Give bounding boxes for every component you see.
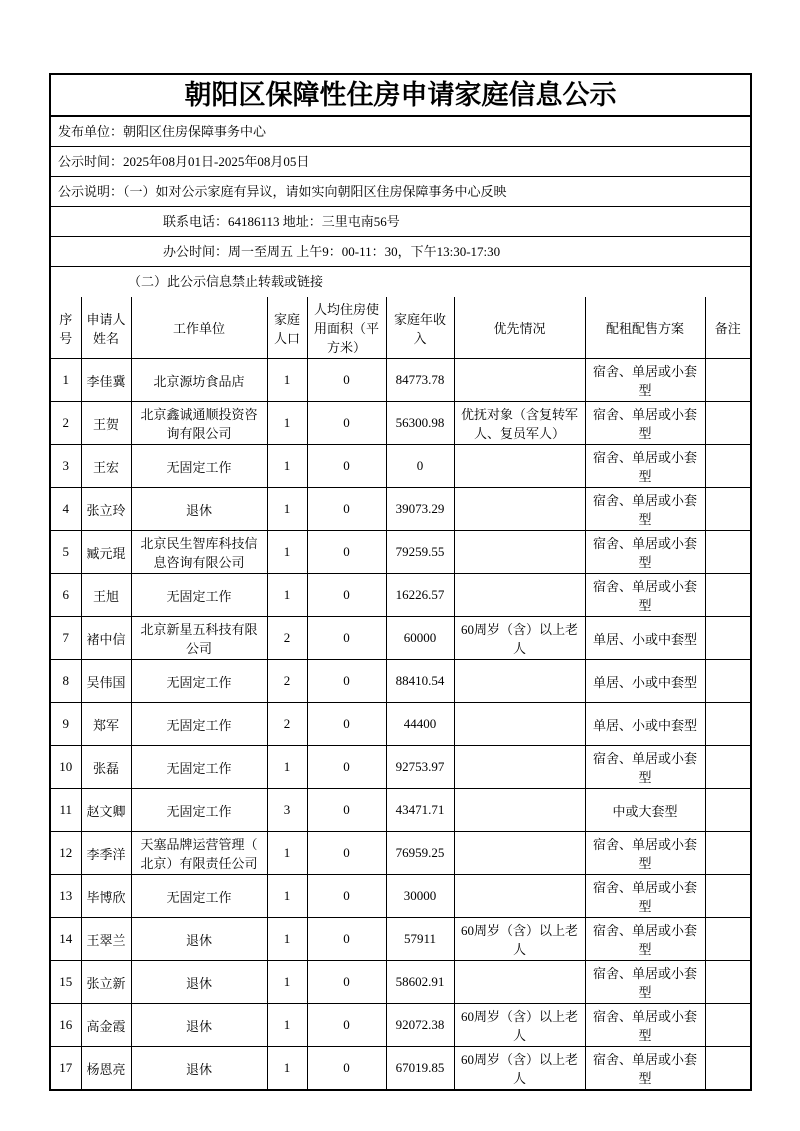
cell-area-per-capita: 0 — [307, 1047, 386, 1090]
cell-annual-income: 84773.78 — [386, 359, 454, 402]
cell-priority: 60周岁（含）以上老人 — [454, 617, 585, 660]
cell-area-per-capita: 0 — [307, 402, 386, 445]
cell-no: 16 — [51, 1004, 81, 1047]
cell-annual-income: 44400 — [386, 703, 454, 746]
cell-employer: 退休 — [131, 488, 267, 531]
table-row — [51, 445, 750, 488]
cell-household-size: 1 — [267, 531, 307, 574]
cell-priority — [454, 445, 585, 488]
table-row — [51, 574, 750, 617]
cell-remark — [705, 1004, 750, 1047]
cell-annual-income: 60000 — [386, 617, 454, 660]
cell-household-size: 1 — [267, 445, 307, 488]
cell-area-per-capita: 0 — [307, 488, 386, 531]
publicity-note2-row: （二）此公示信息禁止转载或链接 — [128, 274, 324, 289]
cell-area-per-capita: 0 — [307, 875, 386, 918]
cell-name: 张立玲 — [81, 488, 131, 531]
cell-name: 王宏 — [81, 445, 131, 488]
cell-name: 赵文卿 — [81, 789, 131, 832]
publicity-note1-row: 公示说明：（一）如对公示家庭有异议，请如实向朝阳区住房保障事务中心反映 — [51, 177, 750, 207]
cell-employer: 无固定工作 — [131, 660, 267, 703]
cell-annual-income: 30000 — [386, 875, 454, 918]
cell-allocation-plan: 宿舍、单居或小套型 — [585, 531, 705, 574]
cell-household-size: 1 — [267, 574, 307, 617]
cell-name: 王贺 — [81, 402, 131, 445]
cell-name: 毕博欣 — [81, 875, 131, 918]
cell-employer: 无固定工作 — [131, 703, 267, 746]
cell-remark — [705, 1047, 750, 1090]
cell-annual-income: 16226.57 — [386, 574, 454, 617]
cell-area-per-capita: 0 — [307, 359, 386, 402]
header-cell-area-per-capita: 人均住房使用面积（平方米） — [307, 297, 386, 359]
cell-allocation-plan: 宿舍、单居或小套型 — [585, 574, 705, 617]
cell-allocation-plan: 宿舍、单居或小套型 — [585, 961, 705, 1004]
cell-area-per-capita: 0 — [307, 531, 386, 574]
cell-remark — [705, 789, 750, 832]
cell-no: 17 — [51, 1047, 81, 1090]
cell-household-size: 2 — [267, 703, 307, 746]
cell-annual-income: 88410.54 — [386, 660, 454, 703]
cell-annual-income: 43471.71 — [386, 789, 454, 832]
cell-annual-income: 76959.25 — [386, 832, 454, 875]
cell-no: 8 — [51, 660, 81, 703]
cell-annual-income: 57911 — [386, 918, 454, 961]
cell-allocation-plan: 宿舍、单居或小套型 — [585, 918, 705, 961]
cell-household-size: 1 — [267, 918, 307, 961]
cell-allocation-plan: 宿舍、单居或小套型 — [585, 488, 705, 531]
cell-remark — [705, 961, 750, 1004]
cell-allocation-plan: 宿舍、单居或小套型 — [585, 402, 705, 445]
applicants-table — [51, 297, 750, 1089]
table-row — [51, 617, 750, 660]
table-row — [51, 703, 750, 746]
cell-household-size: 1 — [267, 1047, 307, 1090]
cell-employer: 无固定工作 — [131, 445, 267, 488]
cell-remark — [705, 918, 750, 961]
cell-employer: 天塞品牌运营管理（北京）有限责任公司 — [131, 832, 267, 875]
cell-name: 高金霞 — [81, 1004, 131, 1047]
cell-no: 5 — [51, 531, 81, 574]
cell-area-per-capita: 0 — [307, 574, 386, 617]
cell-employer: 退休 — [131, 918, 267, 961]
cell-area-per-capita: 0 — [307, 961, 386, 1004]
table-row — [51, 660, 750, 703]
cell-priority — [454, 488, 585, 531]
cell-allocation-plan: 宿舍、单居或小套型 — [585, 445, 705, 488]
cell-remark — [705, 488, 750, 531]
cell-remark — [705, 832, 750, 875]
cell-name: 吴伟国 — [81, 660, 131, 703]
table-row — [51, 1047, 750, 1090]
cell-allocation-plan: 宿舍、单居或小套型 — [585, 359, 705, 402]
table-row — [51, 875, 750, 918]
cell-area-per-capita: 0 — [307, 1004, 386, 1047]
cell-household-size: 1 — [267, 488, 307, 531]
cell-employer: 无固定工作 — [131, 789, 267, 832]
cell-name: 李佳冀 — [81, 359, 131, 402]
cell-no: 7 — [51, 617, 81, 660]
cell-priority: 优抚对象（含复转军人、复员军人） — [454, 402, 585, 445]
cell-priority: 60周岁（含）以上老人 — [454, 918, 585, 961]
cell-name: 褚中信 — [81, 617, 131, 660]
applicants-table-body — [51, 359, 750, 1090]
cell-household-size: 3 — [267, 789, 307, 832]
cell-no: 1 — [51, 359, 81, 402]
cell-no: 9 — [51, 703, 81, 746]
cell-employer: 北京源坊食品店 — [131, 359, 267, 402]
cell-employer: 北京鑫诚通顺投资咨询有限公司 — [131, 402, 267, 445]
cell-annual-income: 67019.85 — [386, 1047, 454, 1090]
cell-annual-income: 92753.97 — [386, 746, 454, 789]
cell-employer: 北京新星五科技有限公司 — [131, 617, 267, 660]
table-row — [51, 789, 750, 832]
cell-household-size: 1 — [267, 402, 307, 445]
cell-allocation-plan: 宿舍、单居或小套型 — [585, 1004, 705, 1047]
cell-remark — [705, 875, 750, 918]
cell-remark — [705, 402, 750, 445]
cell-priority: 60周岁（含）以上老人 — [454, 1004, 585, 1047]
publicity-period-row: 公示时间：2025年08月01日-2025年08月05日 — [51, 147, 750, 177]
cell-name: 张立新 — [81, 961, 131, 1004]
cell-name: 杨恩亮 — [81, 1047, 131, 1090]
cell-annual-income: 56300.98 — [386, 402, 454, 445]
cell-remark — [705, 531, 750, 574]
cell-name: 李季洋 — [81, 832, 131, 875]
cell-no: 6 — [51, 574, 81, 617]
cell-no: 14 — [51, 918, 81, 961]
cell-no: 4 — [51, 488, 81, 531]
header-cell-remark: 备注 — [705, 297, 750, 359]
cell-employer: 无固定工作 — [131, 574, 267, 617]
table-row — [51, 531, 750, 574]
cell-allocation-plan: 单居、小或中套型 — [585, 617, 705, 660]
cell-priority: 60周岁（含）以上老人 — [454, 1047, 585, 1090]
cell-priority — [454, 832, 585, 875]
cell-area-per-capita: 0 — [307, 617, 386, 660]
cell-annual-income: 92072.38 — [386, 1004, 454, 1047]
cell-area-per-capita: 0 — [307, 918, 386, 961]
cell-remark — [705, 703, 750, 746]
cell-area-per-capita: 0 — [307, 660, 386, 703]
cell-employer: 北京民生智库科技信息咨询有限公司 — [131, 531, 267, 574]
cell-household-size: 1 — [267, 832, 307, 875]
cell-allocation-plan: 宿舍、单居或小套型 — [585, 1047, 705, 1090]
cell-annual-income: 39073.29 — [386, 488, 454, 531]
cell-priority — [454, 660, 585, 703]
table-row — [51, 359, 750, 402]
cell-household-size: 2 — [267, 617, 307, 660]
cell-remark — [705, 746, 750, 789]
cell-annual-income: 79259.55 — [386, 531, 454, 574]
cell-name: 王旭 — [81, 574, 131, 617]
office-hours-row: 办公时间：周一至周五 上午9：00-11：30，下午13:30-17:30 — [51, 237, 750, 267]
table-row — [51, 1004, 750, 1047]
header-cell-name: 申请人姓名 — [81, 297, 131, 359]
table-row — [51, 402, 750, 445]
cell-no: 12 — [51, 832, 81, 875]
table-row — [51, 832, 750, 875]
cell-remark — [705, 660, 750, 703]
cell-no: 15 — [51, 961, 81, 1004]
table-row — [51, 488, 750, 531]
cell-priority — [454, 574, 585, 617]
cell-remark — [705, 574, 750, 617]
cell-priority — [454, 789, 585, 832]
cell-employer: 退休 — [131, 961, 267, 1004]
cell-allocation-plan: 宿舍、单居或小套型 — [585, 875, 705, 918]
cell-employer: 无固定工作 — [131, 875, 267, 918]
cell-allocation-plan: 宿舍、单居或小套型 — [585, 746, 705, 789]
cell-employer: 退休 — [131, 1004, 267, 1047]
contact-phone-row: 联系电话：64186113 地址：三里屯南56号 — [51, 207, 750, 237]
cell-area-per-capita: 0 — [307, 746, 386, 789]
header-cell-household-size: 家庭人口 — [267, 297, 307, 359]
cell-household-size: 1 — [267, 359, 307, 402]
cell-area-per-capita: 0 — [307, 445, 386, 488]
cell-name: 臧元琨 — [81, 531, 131, 574]
cell-allocation-plan: 宿舍、单居或小套型 — [585, 832, 705, 875]
cell-name: 张磊 — [81, 746, 131, 789]
cell-no: 2 — [51, 402, 81, 445]
table-row — [51, 961, 750, 1004]
cell-no: 3 — [51, 445, 81, 488]
cell-no: 10 — [51, 746, 81, 789]
header-cell-allocation-plan: 配租配售方案 — [585, 297, 705, 359]
cell-household-size: 1 — [267, 961, 307, 1004]
notice-document — [49, 73, 752, 1091]
cell-household-size: 1 — [267, 875, 307, 918]
header-cell-employer: 工作单位 — [131, 297, 267, 359]
cell-priority — [454, 703, 585, 746]
cell-area-per-capita: 0 — [307, 832, 386, 875]
cell-remark — [705, 617, 750, 660]
publisher-row: 发布单位：朝阳区住房保障事务中心 — [51, 117, 750, 147]
cell-no: 11 — [51, 789, 81, 832]
cell-household-size: 2 — [267, 660, 307, 703]
table-header-row — [51, 297, 750, 359]
cell-name: 王翠兰 — [81, 918, 131, 961]
cell-priority — [454, 961, 585, 1004]
cell-annual-income: 58602.91 — [386, 961, 454, 1004]
cell-priority — [454, 359, 585, 402]
cell-priority — [454, 531, 585, 574]
cell-allocation-plan: 中或大套型 — [585, 789, 705, 832]
cell-priority — [454, 875, 585, 918]
document-title: 朝阳区保障性住房申请家庭信息公示 — [51, 75, 750, 117]
header-cell-annual-income: 家庭年收入 — [386, 297, 454, 359]
cell-priority — [454, 746, 585, 789]
table-row — [51, 918, 750, 961]
cell-allocation-plan: 单居、小或中套型 — [585, 660, 705, 703]
cell-annual-income: 0 — [386, 445, 454, 488]
cell-allocation-plan: 单居、小或中套型 — [585, 703, 705, 746]
cell-name: 郑军 — [81, 703, 131, 746]
cell-employer: 退休 — [131, 1047, 267, 1090]
cell-no: 13 — [51, 875, 81, 918]
cell-employer: 无固定工作 — [131, 746, 267, 789]
cell-household-size: 1 — [267, 746, 307, 789]
cell-household-size: 1 — [267, 1004, 307, 1047]
header-cell-priority: 优先情况 — [454, 297, 585, 359]
cell-area-per-capita: 0 — [307, 703, 386, 746]
header-cell-no: 序号 — [51, 297, 81, 359]
cell-remark — [705, 359, 750, 402]
table-row — [51, 746, 750, 789]
cell-remark — [705, 445, 750, 488]
cell-area-per-capita: 0 — [307, 789, 386, 832]
